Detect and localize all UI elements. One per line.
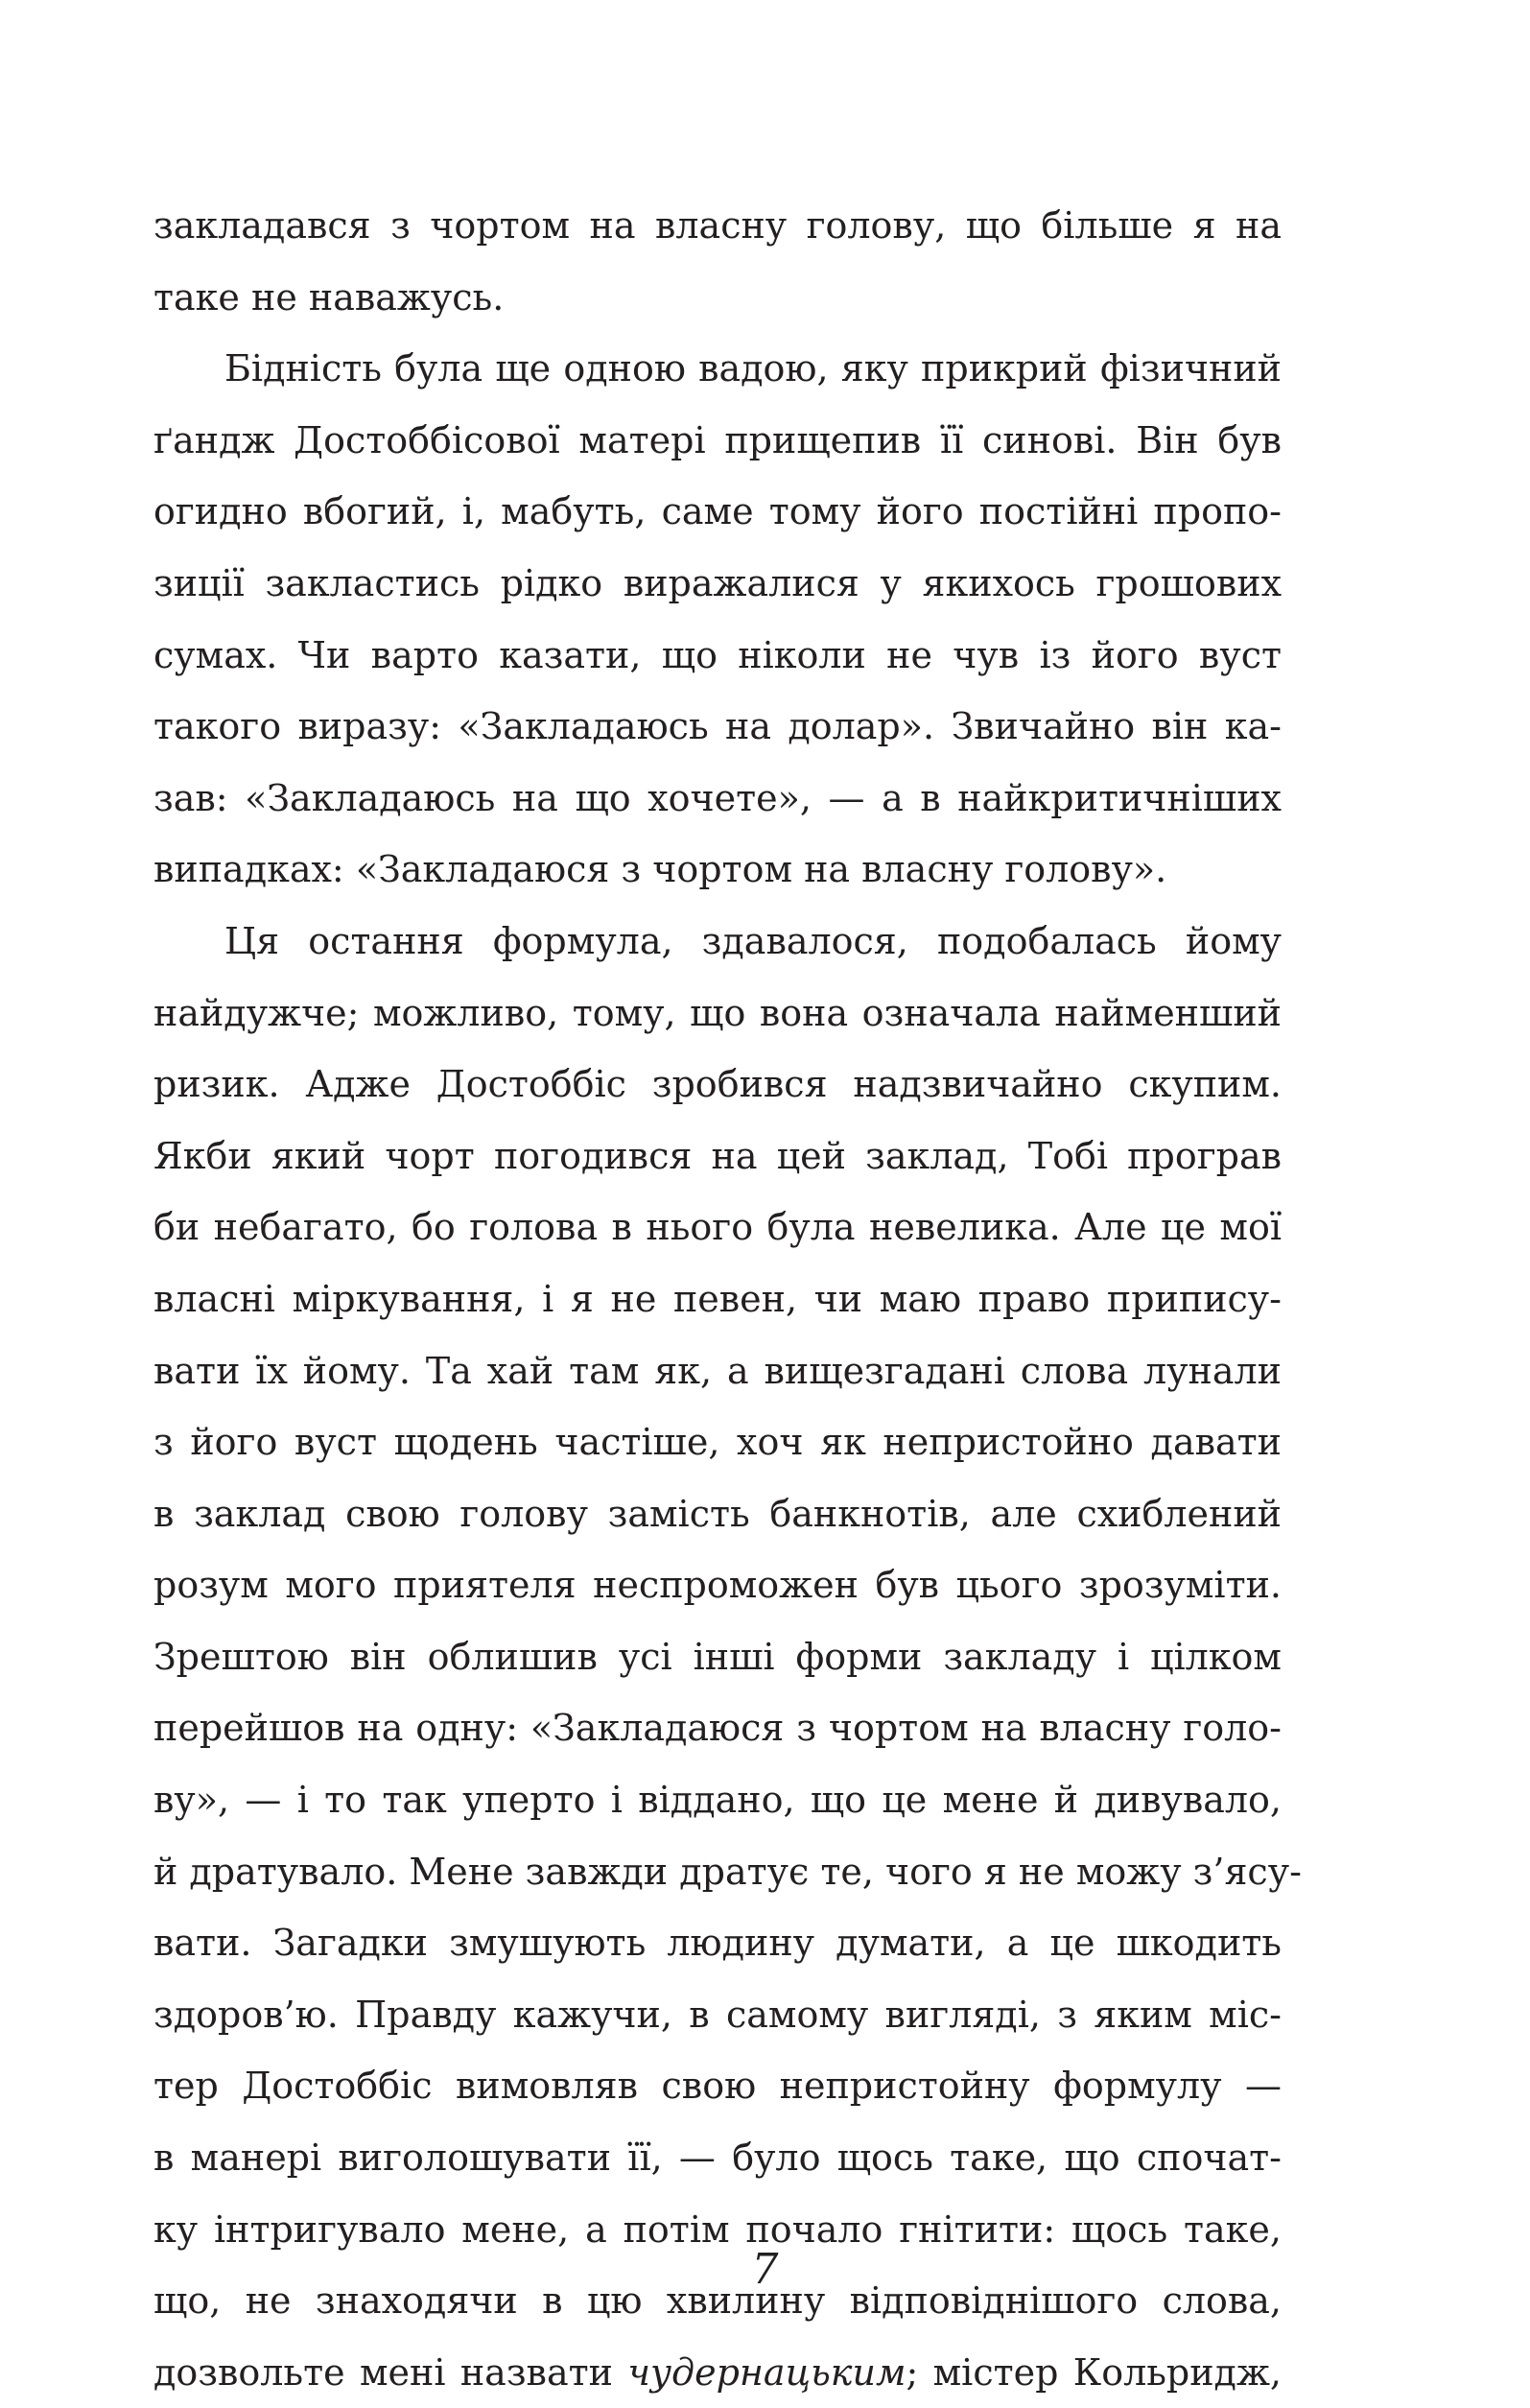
text-line: Зрештою він облишив усі інші форми закладу і цілком <box>153 1635 1282 1678</box>
page-number: 7 <box>751 2245 779 2294</box>
text-line: розум мого приятеля неспроможен був цього зрозуміти. <box>153 1564 1282 1607</box>
body-text <box>153 190 1302 2408</box>
text-line: закладався з чортом на власну голову, що більше я на <box>153 204 1282 247</box>
text-line: Якби який чорт погодився на цей заклад, Тобі програв <box>153 1134 1282 1177</box>
text-line-final <box>153 2337 1282 2408</box>
text-line: би небагато, бо голова в нього була невелика. Але це мої <box>153 1206 1282 1249</box>
text-line: випадках: «Закладаюся з чортом на власну голову». <box>153 848 1167 891</box>
text-line: сумах. Чи варто казати, що ніколи не чув із його вуст <box>153 633 1282 676</box>
text-line: ризик. Адже Достоббіс зробився надзвичайно скупим. <box>153 1063 1282 1106</box>
text-line: вати їх йому. Та хай там як, а вищезгадані слова лунали <box>153 1349 1282 1392</box>
text-line: ґандж Достоббісової матері прищепив її синові. Він був <box>153 418 1282 461</box>
text-line: огидно вбогий, і, мабуть, саме тому його постійні пропо- <box>153 490 1282 533</box>
text-line: що, не знаходячи в цю хвилину відповіднішого слова, <box>153 2279 1282 2323</box>
text-line: найдужче; можливо, тому, що вона означала найменший <box>153 991 1282 1034</box>
text-line: власні міркування, і я не певен, чи маю право припису- <box>153 1277 1282 1320</box>
text-line: з його вуст щодень частіше, хоч як непристойно давати <box>153 1421 1282 1464</box>
text-line: зиції закластись рідко виражалися у якихось грошових <box>153 561 1282 604</box>
text-line: зав: «Закладаюсь на що хочете», — а в найкритичніших <box>153 776 1282 819</box>
text-line: такого виразу: «Закладаюсь на долар». Звичайно він ка- <box>153 705 1282 748</box>
text-line: в заклад свою голову замість банкнотів, але схиблений <box>153 1492 1282 1535</box>
text-line: здоров’ю. Правду кажучи, в самому вигляді, з яким міс- <box>153 1993 1282 2036</box>
text-line: вати. Загадки змушують людину думати, а це шкодить <box>153 1922 1282 1965</box>
text-line: Бідність була ще одною вадою, яку прикрий фізичний <box>224 347 1282 390</box>
text-line: й дратувало. Мене завжди дратує те, чого я не можу з’ясу- <box>153 1850 1302 1893</box>
text-segment: дозвольте мені назвати <box>153 2350 628 2394</box>
text-line: ву», — і то так уперто і віддано, що це мене й дивувало, <box>153 1779 1282 1822</box>
text-line: перейшов на одну: «Закладаюся з чортом на власну голо- <box>153 1707 1282 1750</box>
italic-word: чудернацьким <box>627 2350 906 2394</box>
text-line: тер Достоббіс вимовляв свою непристойну формулу — <box>153 2065 1282 2108</box>
text-line: в манері виголошувати її, — було щось таке, що спочат- <box>153 2137 1282 2180</box>
text-line: Ця остання формула, здавалося, подобалась йому <box>224 919 1282 962</box>
text-line: ку інтригувало мене, а потім почало гнітити: щось таке, <box>153 2207 1282 2251</box>
text-segment: ; містер Кольридж, <box>906 2350 1282 2394</box>
text-line: таке не наважусь. <box>153 275 505 319</box>
